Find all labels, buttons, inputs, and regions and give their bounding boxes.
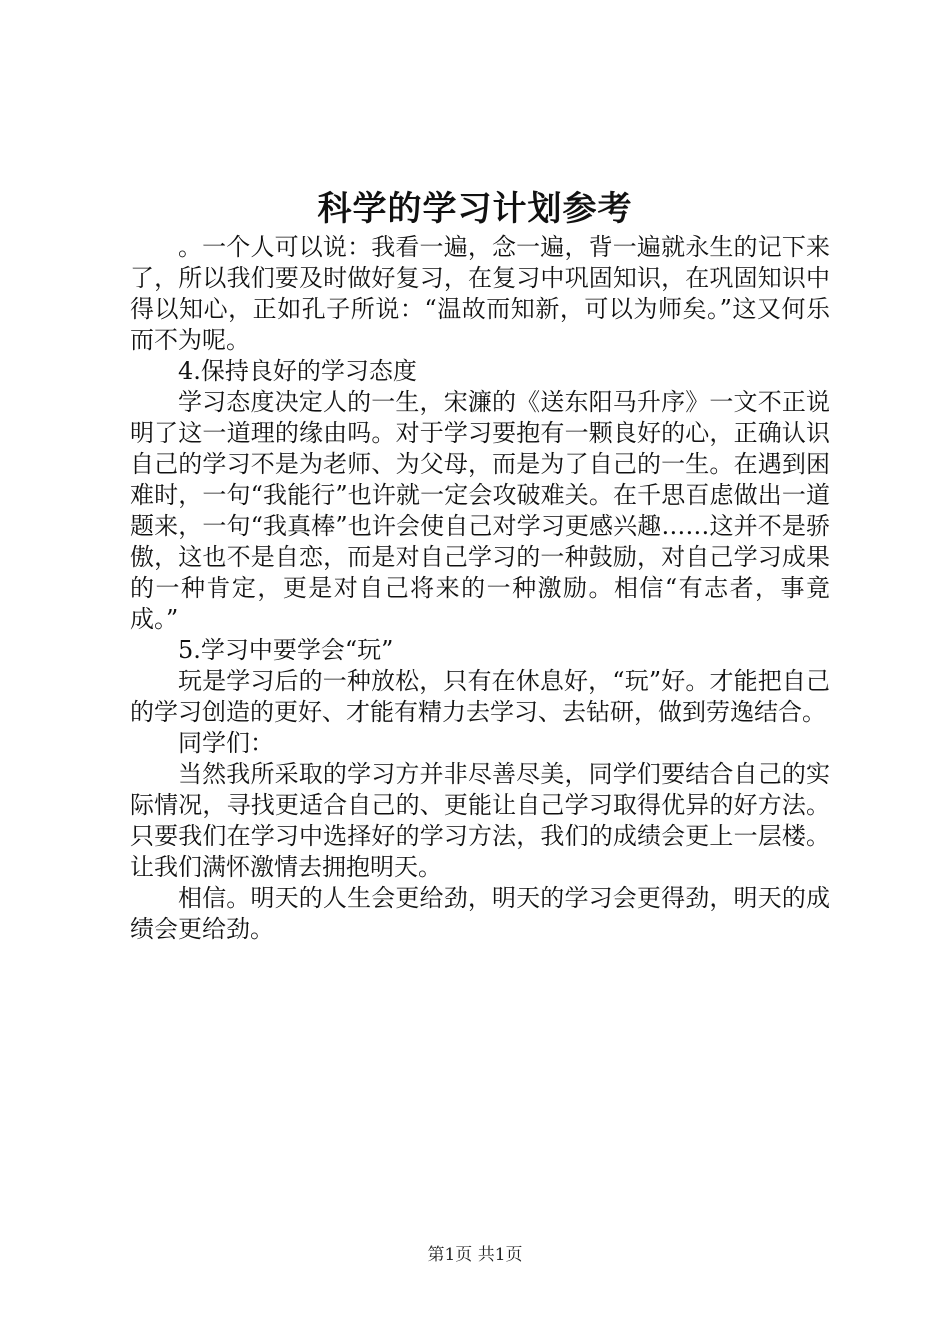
paragraph-closing: 相信。明天的人生会更给劲，明天的学习会更得劲，明天的成绩会更给劲。 bbox=[130, 884, 830, 943]
heading-play: 5.学习中要学会“玩” bbox=[178, 636, 394, 664]
document-title: 科学的学习计划参考 bbox=[317, 189, 633, 229]
paragraph-play: 玩是学习后的一种放松，只有在休息好，“玩”好。才能把自己的学习创造的更好、才能有精力去学习、去钻研，做到劳逸结合。 bbox=[130, 667, 830, 726]
document-body bbox=[130, 232, 830, 945]
heading-attitude: 4.保持良好的学习态度 bbox=[178, 357, 417, 385]
paragraph-attitude: 学习态度决定人的一生，宋濂的《送东阳马升序》一文不正说明了这一道理的缘由吗。对于学习要抱有一颗良好的心，正确认识自己的学习不是为老师、为父母，而是为了自己的一生。在遇到困难时，一句“我能行”也许就一定会攻破难关。在千思百虑做出一道题来，一句“我真棒”也许会使自己对学习更感兴趣……这并不是骄傲，这也不是自恋，而是对自己学习的一种鼓励，对自己学习成果的一种肯定，更是对自己将来的一种激励。相信“有志者，事竟成。” bbox=[130, 388, 830, 633]
paragraph-greeting: 同学们： bbox=[178, 729, 274, 757]
paragraph-method: 当然我所采取的学习方并非尽善尽美，同学们要结合自己的实际情况，寻找更适合自己的、更能让自己学习取得优异的好方法。只要我们在学习中选择好的学习方法，我们的成绩会更上一层楼。让我们满怀激情去拥抱明天。 bbox=[130, 760, 830, 881]
paragraph-review: 。一个人可以说：我看一遍，念一遍，背一遍就永生的记下来了，所以我们要及时做好复习，在复习中巩固知识，在巩固知识中得以知心，正如孔子所说：“温故而知新，可以为师矣。”这又何乐而不为呢。 bbox=[130, 233, 830, 354]
page-number-footer: 第1页 共1页 bbox=[427, 1245, 523, 1265]
